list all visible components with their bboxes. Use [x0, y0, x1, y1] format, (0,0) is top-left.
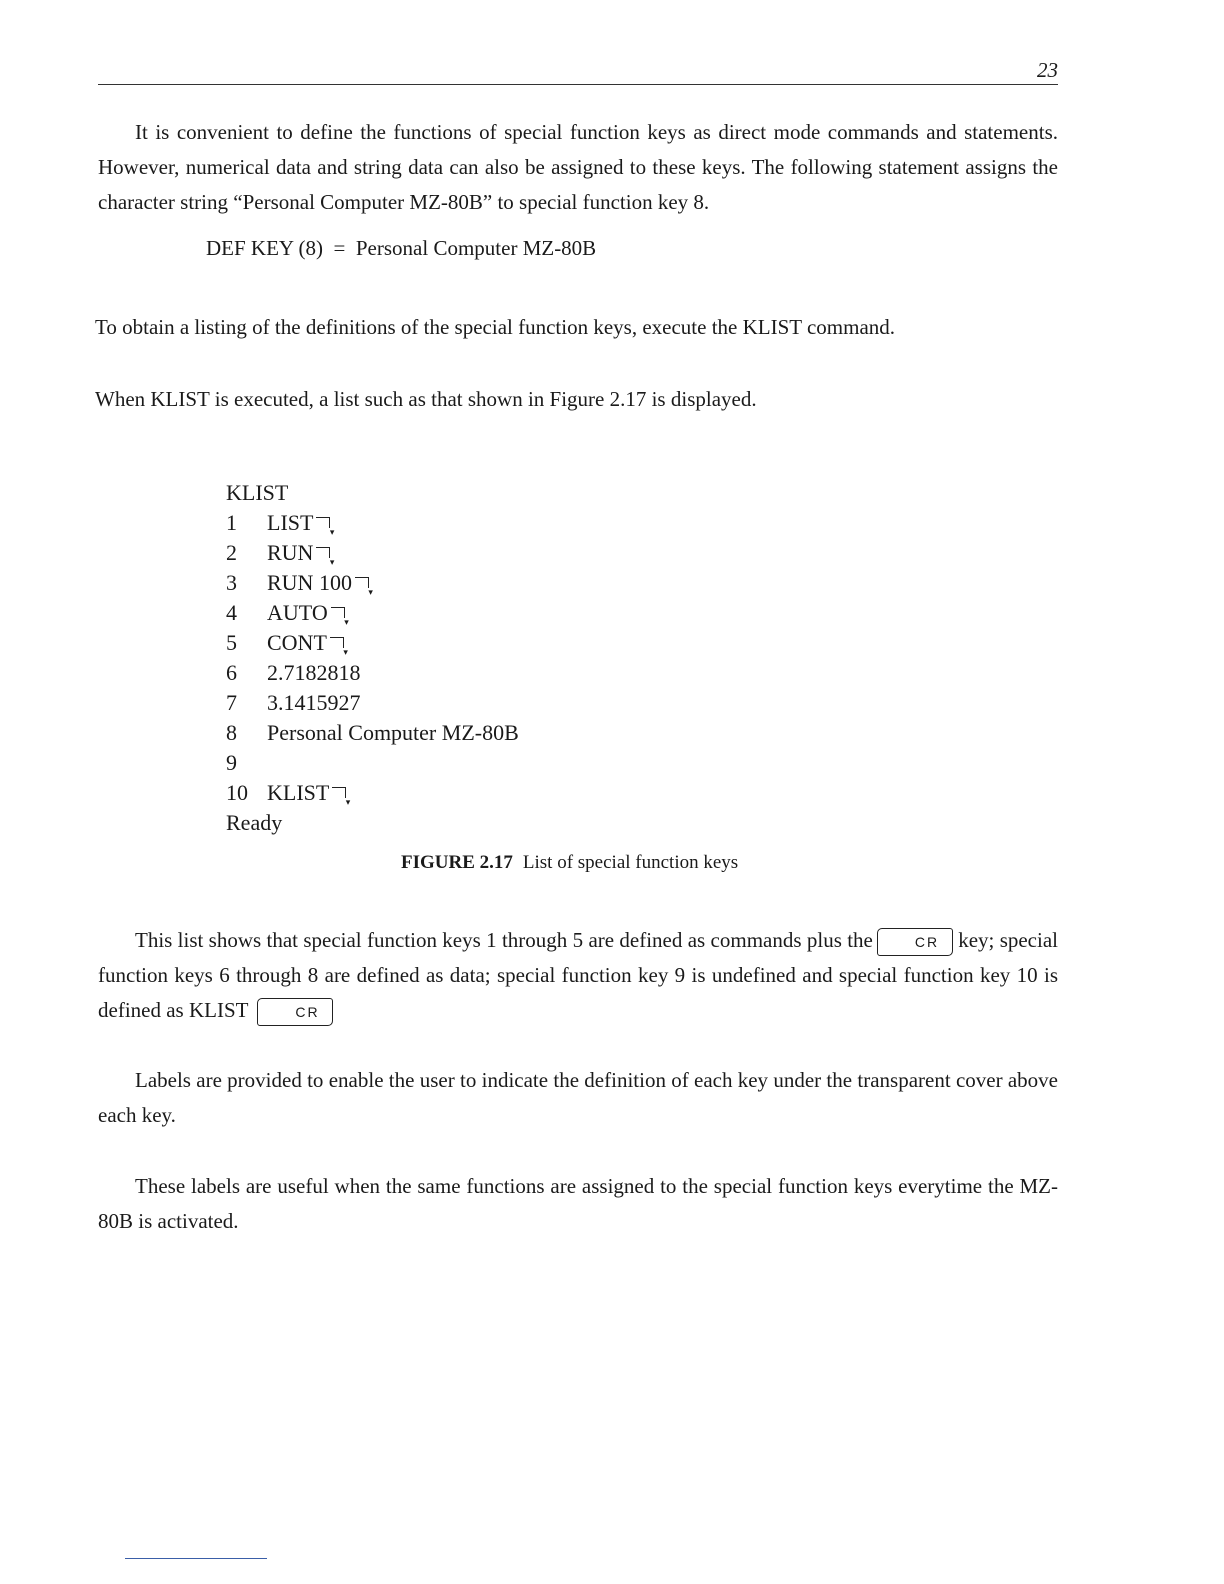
- figure-caption-text: List of special function keys: [522, 852, 739, 873]
- carriage-return-icon: [355, 577, 369, 588]
- header-rule: [98, 84, 1058, 85]
- listing-key-definition: AUTO: [267, 600, 328, 625]
- page-number: 23: [1037, 58, 1058, 82]
- listing-key-number: 6: [226, 660, 237, 685]
- carriage-return-icon: [331, 607, 345, 618]
- listing-key-number: 3: [226, 570, 237, 595]
- carriage-return-icon: [316, 547, 330, 558]
- intro-paragraph: It is convenient to define the functions of special function keys as direct mode commands and statements. However, numerical data and string data can also be assigned to these keys. The following statement assigns the character string “Personal Computer MZ-80B” to special function key 8.: [98, 120, 1058, 214]
- listing-row: [226, 598, 519, 628]
- cr-key-icon: CR: [257, 998, 333, 1026]
- listing-key-definition: 2.7182818: [267, 660, 361, 685]
- klist-intro-paragraph: To obtain a listing of the definitions of the special function keys, execute the KLIST command.: [95, 315, 896, 339]
- explanation-text-start: This list shows that special function keys 1 through 5 are defined as commands plus the: [135, 928, 873, 952]
- listing-row: [226, 688, 519, 718]
- listing-key-number: 9: [226, 750, 237, 775]
- labels-paragraph: Labels are provided to enable the user to indicate the definition of each key under the transparent cover above each key.: [98, 1068, 1058, 1127]
- labels-useful-paragraph: These labels are useful when the same functions are assigned to the special function keys everytime the MZ-80B is activated.: [98, 1174, 1058, 1233]
- listing-row: [226, 628, 519, 658]
- klist-listing: [226, 478, 519, 838]
- listing-key-number: 5: [226, 630, 237, 655]
- listing-row: [226, 508, 519, 538]
- listing-key-definition: KLIST: [267, 780, 330, 805]
- explanation-text-end: key; special function keys 6 through 8 are defined as data; special function key 9 is undefined and special function key 10 is defined as KLIST: [98, 928, 1058, 1022]
- listing-row: [226, 778, 519, 808]
- klist-executed-paragraph: When KLIST is executed, a list such as that shown in Figure 2.17 is displayed.: [95, 387, 757, 411]
- listing-row: [226, 538, 519, 568]
- listing-footer: Ready: [226, 810, 283, 835]
- listing-key-definition: LIST: [267, 510, 314, 535]
- listing-key-definition: CONT: [267, 630, 327, 655]
- listing-key-definition: 3.1415927: [267, 690, 361, 715]
- listing-key-number: 10: [226, 780, 248, 805]
- figure-caption: [401, 852, 738, 874]
- listing-key-definition: RUN 100: [267, 570, 352, 595]
- listing-rows: [226, 508, 519, 808]
- listing-key-number: 4: [226, 600, 237, 625]
- listing-row: [226, 718, 519, 748]
- carriage-return-icon: [330, 637, 344, 648]
- carriage-return-icon: [332, 787, 346, 798]
- cr-key-icon: CR: [877, 928, 953, 956]
- listing-row: [226, 748, 519, 778]
- list-explanation-paragraph: [98, 923, 1058, 1028]
- listing-key-number: 7: [226, 690, 237, 715]
- carriage-return-icon: [316, 517, 330, 528]
- listing-row: [226, 658, 519, 688]
- footer-rule: [125, 1558, 267, 1559]
- listing-header: KLIST: [226, 480, 289, 505]
- listing-key-definition: Personal Computer MZ-80B: [267, 720, 519, 745]
- listing-key-number: 2: [226, 540, 237, 565]
- listing-key-definition: RUN: [267, 540, 314, 565]
- listing-row: [226, 568, 519, 598]
- listing-key-number: 1: [226, 510, 237, 535]
- listing-key-number: 8: [226, 720, 237, 745]
- def-key-statement: DEF KEY (8) = Personal Computer MZ-80B: [206, 236, 597, 260]
- figure-label: FIGURE 2.17: [401, 852, 513, 873]
